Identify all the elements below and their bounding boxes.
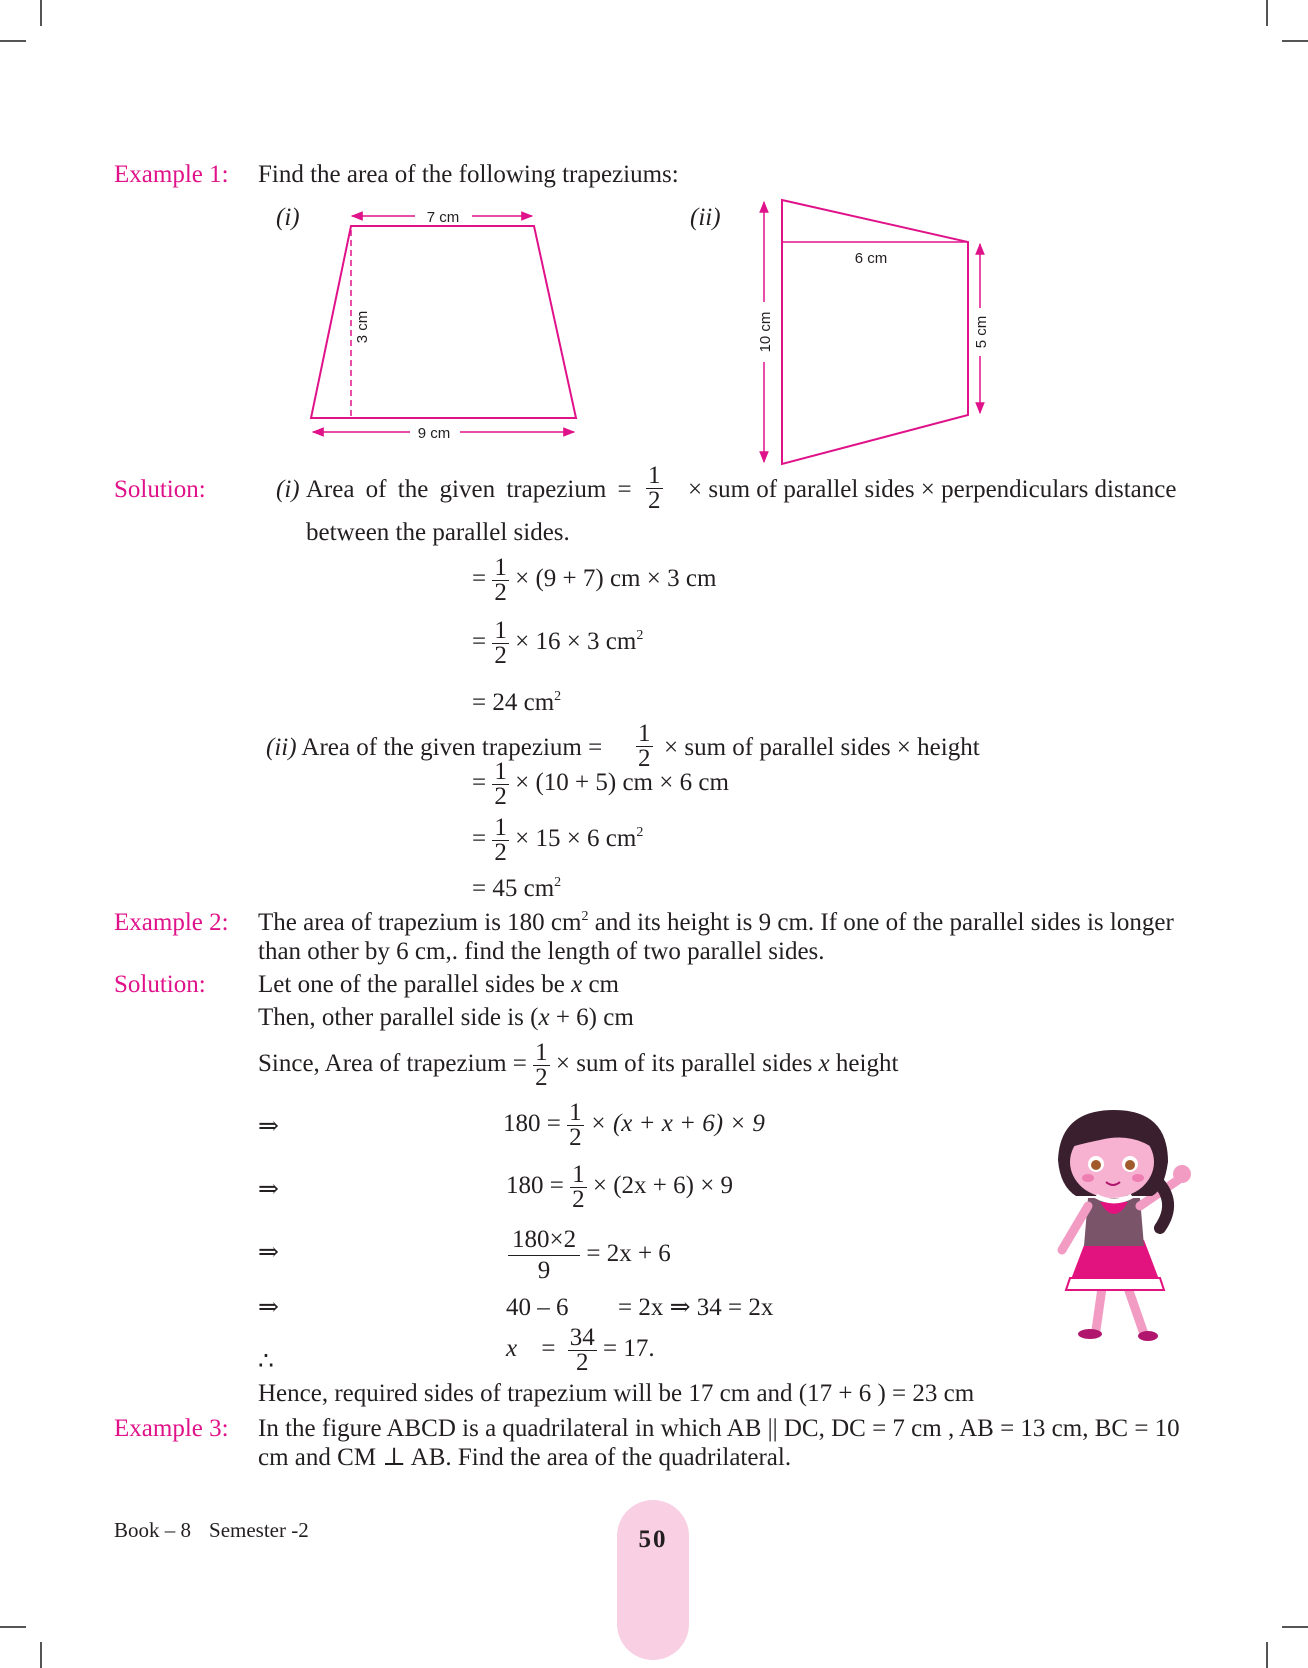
example-3-label: Example 3: [114, 1415, 229, 1442]
crop-mark [1282, 1626, 1308, 1628]
crop-mark [1266, 1642, 1268, 1668]
implies-symbol: ⇒ [258, 1294, 279, 1321]
crop-mark [0, 40, 26, 42]
left-height-label: 10 cm [757, 311, 774, 353]
solution-1-part-i-line: (i) Area of the given trapezium = [276, 476, 632, 503]
trapezium-figure-2 [740, 190, 1000, 480]
equation-2: 180 = $\frac{1}{2}$ × (2x + 6) × 9 [506, 1161, 734, 1213]
solution-1-part-ii-line: (ii) Area of the given trapezium = [266, 734, 603, 761]
implies-symbol: ⇒ [258, 1113, 279, 1140]
implies-symbol: ⇒ [258, 1239, 279, 1266]
crop-mark [40, 1642, 42, 1668]
solution-1-step-1: = $\frac{1}{2}$ × (9 + 7) cm × 3 cm [472, 554, 717, 606]
example-2-line-1: The area of trapezium is 180 $cm^2$ and its height is 9 cm. If one of the parallel sides is longer [258, 909, 1174, 936]
solution-1-step-4: = $\frac{1}{2}$ × (10 + 5) cm × 6 cm [472, 758, 729, 810]
example-1-label: Example 1: [114, 161, 229, 188]
page-number-tab [617, 1500, 689, 1660]
equation-4-rhs: = 2x ⇒ 34 = 2x [618, 1294, 774, 1321]
trapezium-figure-1 [300, 200, 600, 450]
fraction-half: $\frac{1}{2}$ [648, 462, 661, 514]
therefore-symbol: ∴ [258, 1348, 274, 1375]
crop-mark [0, 1626, 26, 1628]
example-3-line-2: cm and CM ⊥ AB. Find the area of the quadrilateral. [258, 1444, 792, 1471]
crop-mark [1266, 0, 1268, 26]
right-height-label: 5 cm [973, 315, 990, 349]
figure-1-label: (i) [276, 204, 300, 231]
page-number: 50 [638, 1526, 668, 1553]
example-1-question: Find the area of the following trapeziums: [258, 161, 679, 188]
solution-2-since-line: Since, Area of trapezium = $\frac{1}{2}$ × sum of its parallel sides x height [258, 1039, 899, 1091]
bottom-length-label: 9 cm [417, 425, 451, 442]
trapezium-2-outline [782, 200, 968, 464]
solution-1-step-5: = $\frac{1}{2}$ × 15 × 6 $cm^2$ [472, 814, 644, 866]
height-label: 3 cm [354, 310, 371, 344]
equation-4-lhs: 40 – 6 [506, 1294, 569, 1321]
solution-1-part-i-rest: × sum of parallel sides × perpendiculars distance [688, 476, 1177, 503]
equation-3: $\frac{180\times 2}{9}$ = 2x + 6 [508, 1225, 671, 1286]
solution-1-step-6: = 45 $cm^2$ [472, 875, 562, 902]
top-length-label: 7 cm [426, 209, 460, 226]
solution-1-step-3: = 24 $cm^2$ [472, 689, 562, 716]
girl-illustration [1040, 1110, 1200, 1350]
equation-1: 180 = $\frac{1}{2}$ × (x + x + 6) × 9 [503, 1099, 765, 1151]
fraction-half: $\frac{1}{2}$ [638, 720, 651, 772]
footer-book-info: Book – 8 Semester -2 [114, 1518, 309, 1542]
solution-2-label: Solution: [114, 971, 206, 998]
example-2-line-2: than other by 6 cm,. find the length of two parallel sides. [258, 938, 825, 965]
implies-symbol: ⇒ [258, 1176, 279, 1203]
figure-2-label: (ii) [690, 204, 721, 231]
solution-2-line-2: Then, other parallel side is (x + 6) cm [258, 1004, 634, 1031]
example-3-line-1: In the figure ABCD is a quadrilateral in which AB || DC, DC = 7 cm , AB = 13 cm, BC = 10 [258, 1415, 1180, 1442]
solution-1-step-2: = $\frac{1}{2}$ × 16 × 3 $cm^2$ [472, 617, 644, 669]
crop-mark [1282, 40, 1308, 42]
solution-1-part-ii-rest: × sum of parallel sides × height [664, 734, 980, 761]
solution-2-conclusion: Hence, required sides of trapezium will be 17 cm and (17 + 6 ) = 23 cm [258, 1380, 975, 1407]
crop-mark [40, 0, 42, 26]
equation-5: x = $\frac{34}{2}$ = 17. [506, 1324, 655, 1376]
top-width-label: 6 cm [854, 250, 888, 267]
solution-1-part-i-line2: between the parallel sides. [306, 519, 570, 546]
solution-2-line-1: Let one of the parallel sides be x cm [258, 971, 619, 998]
example-2-label: Example 2: [114, 909, 229, 936]
solution-1-label: Solution: [114, 476, 206, 503]
